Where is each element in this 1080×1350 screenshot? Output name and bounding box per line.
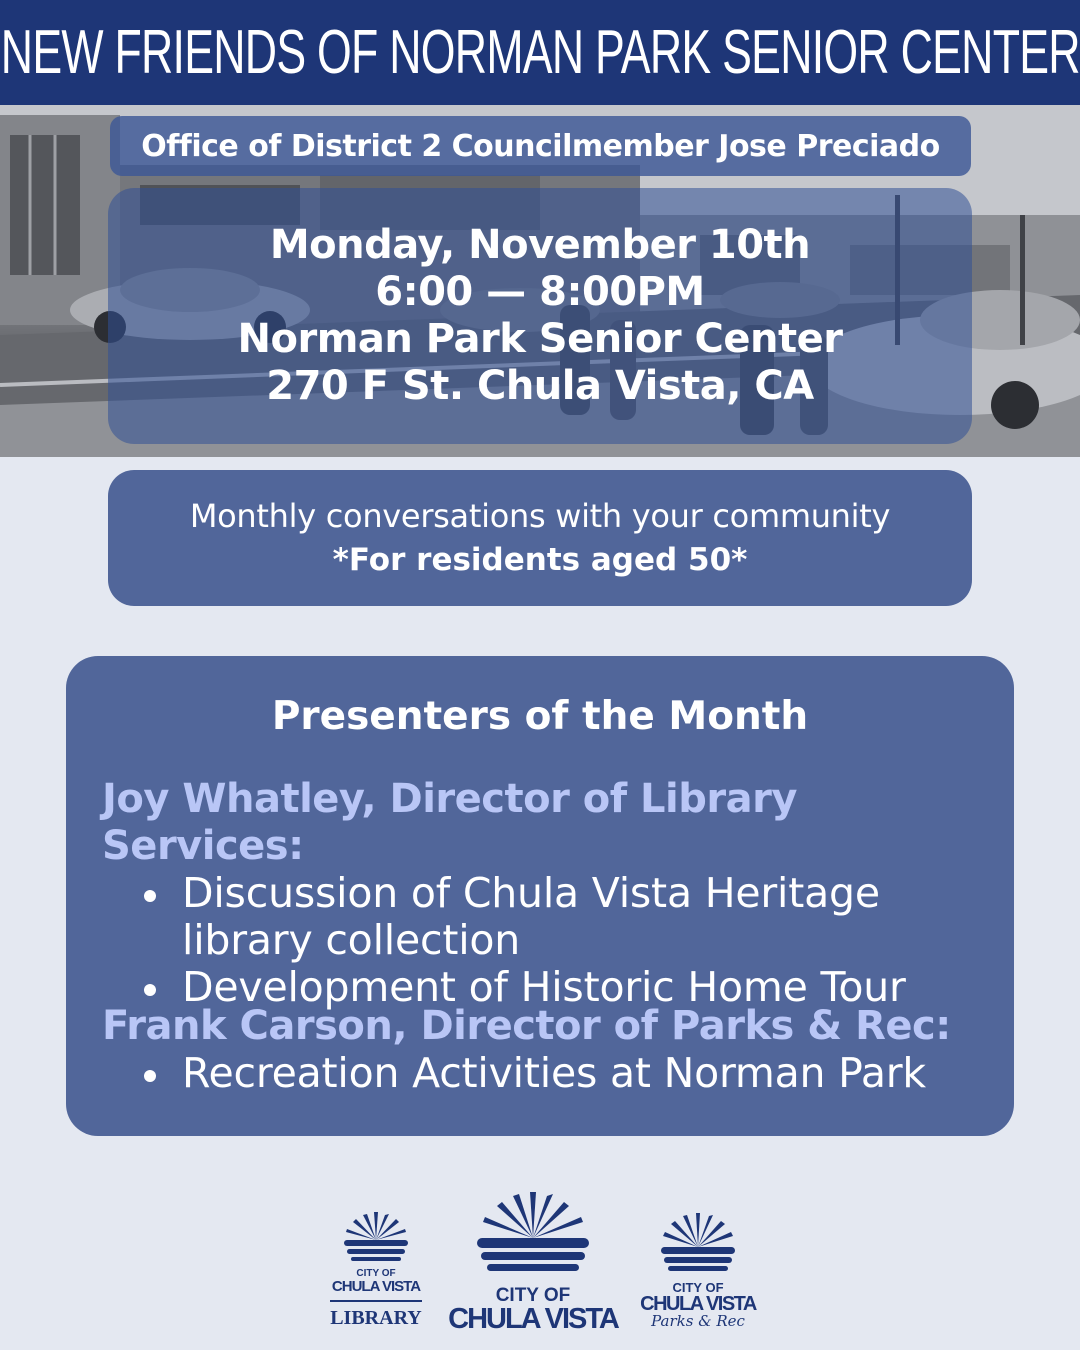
event-venue: Norman Park Senior Center xyxy=(237,316,843,362)
sunburst-icon xyxy=(473,1190,593,1280)
event-address: 270 F St. Chula Vista, CA xyxy=(266,363,814,409)
topic-item: Discussion of Chula Vista Heritage library collection xyxy=(144,870,904,964)
library-logo-top: CITY OF xyxy=(356,1268,396,1279)
topic-item: Recreation Activities at Norman Park xyxy=(144,1050,1002,1097)
parks-logo xyxy=(636,1211,760,1329)
event-time: 6:00 — 8:00PM xyxy=(375,269,705,315)
presenter-name: Joy Whatley, Director of Library Services: xyxy=(102,776,797,869)
logo-row xyxy=(0,1185,1080,1335)
library-logo-middle: CHULA VISTA xyxy=(331,1278,421,1295)
library-logo-bottom: LIBRARY xyxy=(330,1307,422,1329)
conversation-box xyxy=(108,470,972,606)
office-label-bar xyxy=(110,116,971,176)
city-logo-bottom: CHULA VISTA xyxy=(448,1303,618,1335)
presenter-joy-whatley xyxy=(102,776,1002,1011)
parks-logo-bottom: Parks & Rec xyxy=(651,1312,745,1330)
library-logo xyxy=(326,1210,426,1328)
page-title: NEW FRIENDS OF NORMAN PARK SENIOR CENTER xyxy=(0,18,1080,87)
presenter-topics xyxy=(144,1050,1002,1097)
sunburst-icon xyxy=(657,1211,739,1277)
presenters-box xyxy=(66,656,1014,1136)
presenters-title: Presenters of the Month xyxy=(271,694,809,739)
presenter-topics xyxy=(144,870,1002,1011)
parks-logo-top: CITY OF xyxy=(672,1280,724,1295)
header-banner xyxy=(0,0,1080,105)
library-logo-divider xyxy=(330,1300,422,1302)
event-date: Monday, November 10th xyxy=(269,222,811,268)
office-label: Office of District 2 Councilmember Jose Preciado xyxy=(141,128,940,164)
presenter-name: Frank Carson, Director of Parks & Rec: xyxy=(102,1003,951,1049)
city-logo-top: CITY OF xyxy=(495,1285,571,1306)
event-details-box xyxy=(108,188,972,444)
conversation-description: Monthly conversations with your community xyxy=(189,497,891,535)
parks-logo-middle: CHULA VISTA xyxy=(640,1293,756,1315)
sunburst-icon xyxy=(341,1210,411,1265)
city-logo xyxy=(446,1190,620,1334)
topic-item: Development of Historic Home Tour xyxy=(144,964,1002,1011)
age-requirement: *For residents aged 50* xyxy=(332,542,748,578)
presenter-frank-carson xyxy=(102,1003,1002,1097)
